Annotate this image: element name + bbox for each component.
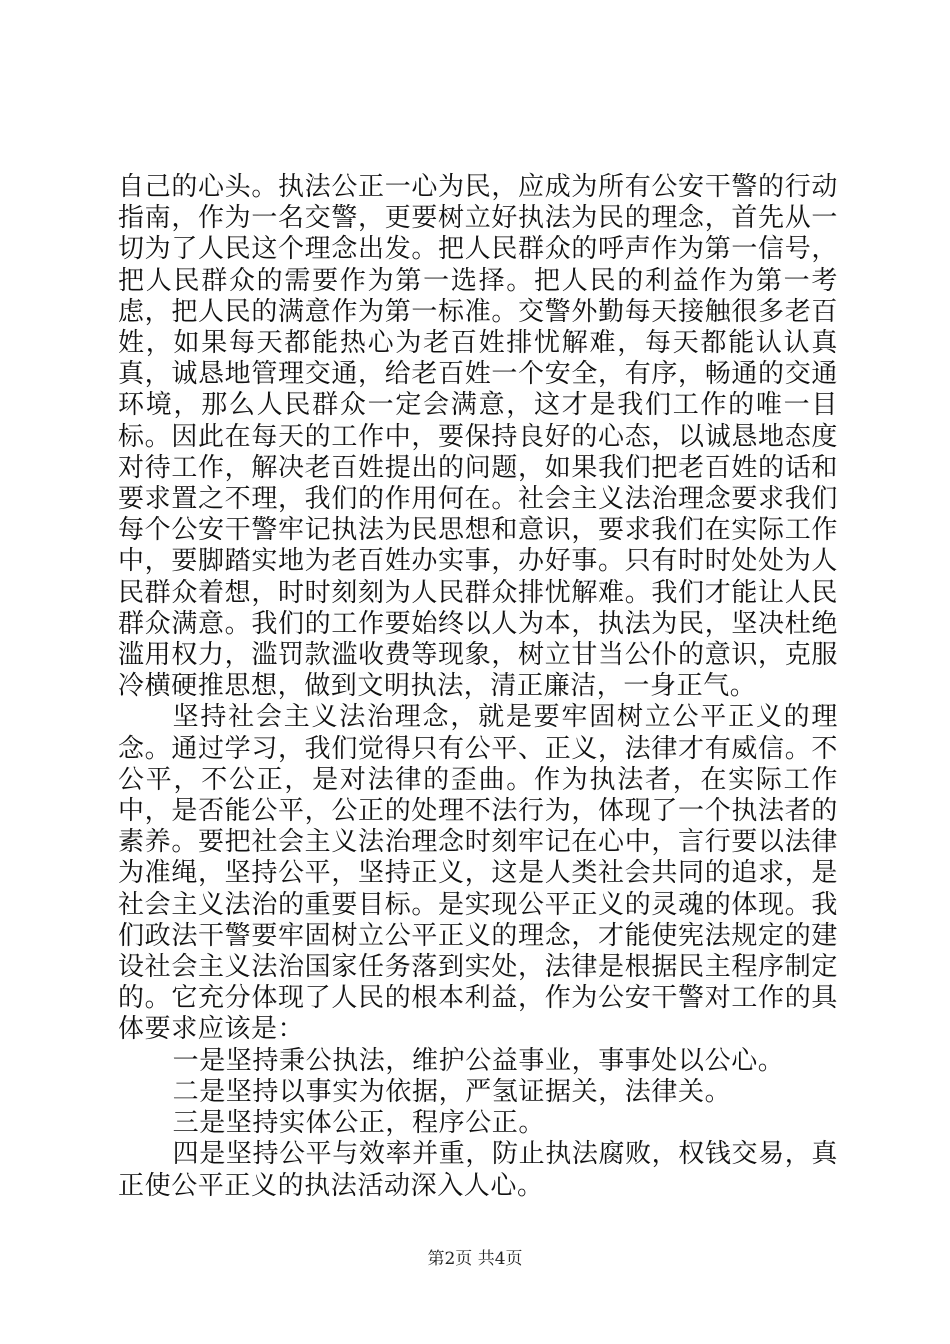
page-number-label: 第2页 共4页 [427,1249,523,1269]
list-item-paragraph: 三是坚持实体公正，程序公正。 [172,1108,545,1139]
list-item-paragraph: 二是坚持以事实为依据，严氢证据关，法律关。 [172,1076,732,1107]
list-item-paragraph: 一是坚持秉公执法，维护公益事业，事事处以公心。 [172,1045,785,1076]
body-paragraph: 坚持社会主义法治理念，就是要牢固树立公平正义的理念。通过学习，我们觉得只有公平、正义，法律才有威信。不公平，不公正，是对法律的歪曲。作为执法者，在实际工作中，是否能公平，公正的处理不法行为，体现了一个执法者的素养。要把社会主义法治理念时刻牢记在心中，言行要以法律为准绳，坚持公平，坚持正义，这是人类社会共同的追求，是社会主义法治的重要目标。是实现公平正义的灵魂的体现。我们政法干警要牢固树立公平正义的理念，才能使宪法规定的建设社会主义法治国家任务落到实处，法律是根据民主程序制定的。它充分体现了人民的根本利益，作为公安干警对工作的具体要求应该是： [118,702,838,1045]
body-paragraph: 自己的心头。执法公正一心为民，应成为所有公安干警的行动指南，作为一名交警，更要树立好执法为民的理念，首先从一切为了人民这个理念出发。把人民群众的呼声作为第一信号，把人民群众的需要作为第一选择。把人民的利益作为第一考虑，把人民的满意作为第一标准。交警外勤每天接触很多老百姓，如果每天都能热心为老百姓排忧解难，每天都能认认真真，诚恳地管理交通，给老百姓一个安全，有序，畅通的交通环境，那么人民群众一定会满意，这才是我们工作的唯一目标。因此在每天的工作中，要保持良好的心态，以诚恳地态度对待工作，解决老百姓提出的问题，如果我们把老百姓的话和要求置之不理，我们的作用何在。社会主义法治理念要求我们每个公安干警牢记执法为民思想和意识，要求我们在实际工作中，要脚踏实地为老百姓办实事，办好事。只有时时处处为人民群众着想，时时刻刻为人民群众排忧解难。我们才能让人民群众满意。我们的工作要始终以人为本，执法为民，坚决杜绝滥用权力，滥罚款滥收费等现象，树立甘当公仆的意识，克服冷横硬推思想，做到文明执法，清正廉洁，一身正气。 [118,172,838,702]
list-item-paragraph: 四是坚持公平与效率并重，防止执法腐败，权钱交易，真正使公平正义的执法活动深入人心。 [118,1139,838,1201]
document-body [118,172,838,1202]
page-footer [0,1244,950,1269]
